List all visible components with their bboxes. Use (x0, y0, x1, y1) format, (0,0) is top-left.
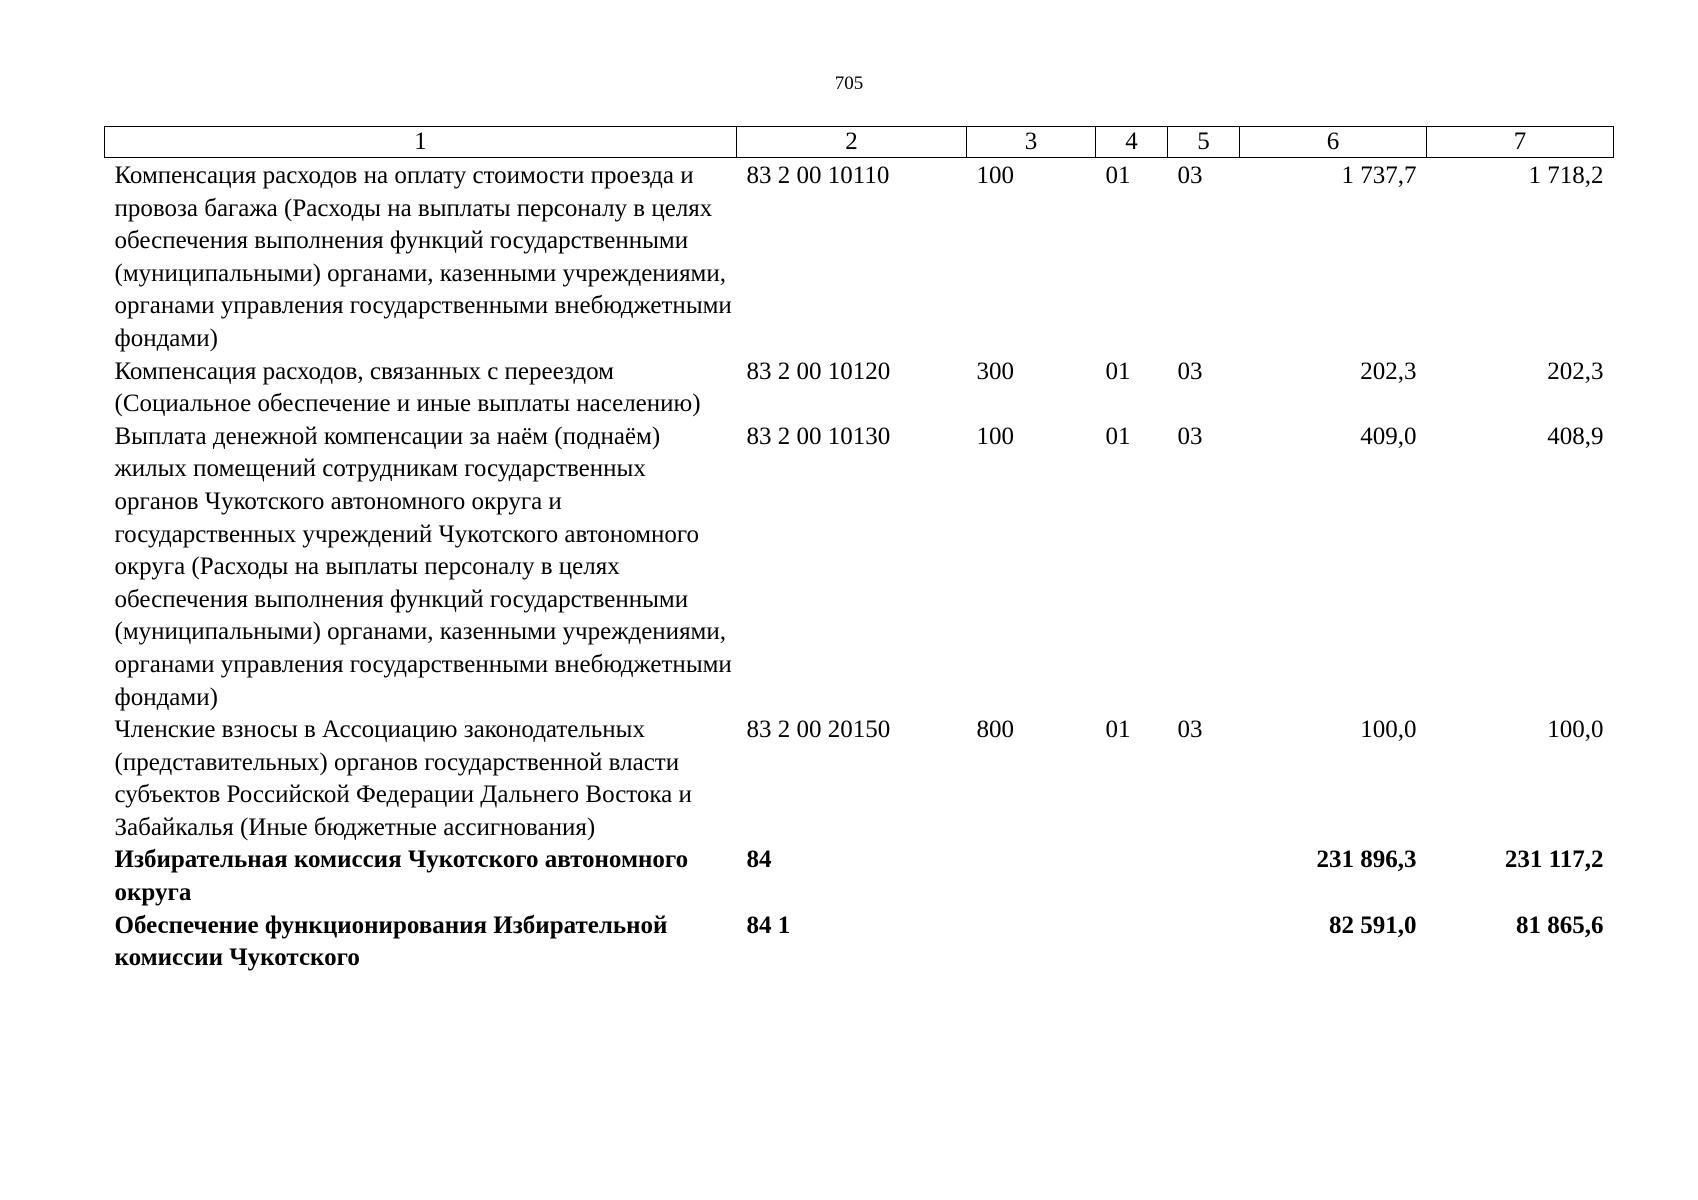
row-plan-amount: 202,3 (1360, 357, 1417, 385)
header-row (105, 127, 1614, 158)
row-name: Избирательная комиссия Чукотского автономного округа (114, 846, 689, 907)
row-name: Компенсация расходов на оплату стоимости проезда и провоза багажа (Расходы на выплаты персоналу в целях обеспечения выполнения функций государственными (муниципальными) органами, казенными учреждениями, органами управления государственными внебюджетными фондами) (114, 162, 732, 352)
row-target-article: 84 (746, 846, 772, 874)
row-expense-type: 300 (976, 357, 1014, 385)
table-body (105, 158, 1614, 975)
row-name: Выплата денежной компенсации за наём (поднаём) жилых помещений сотрудникам государственных органов Чукотского автономного округа и государственных учреждений Чукотского автономного округа (Расходы на выплаты персоналу в целях обеспечения выполнения функций государственными (муниципальными) органами, казенными учреждениями, органами управления государственными внебюджетными фондами) (114, 422, 732, 711)
row-actual-amount: 408,9 (1547, 422, 1604, 450)
column-header-4: 4 (1096, 127, 1168, 158)
column-header-1: 1 (105, 127, 737, 158)
row-target-article: 83 2 00 20150 (746, 716, 891, 744)
row-expense-type (967, 844, 1096, 909)
row-actual-amount: 100,0 (1547, 716, 1604, 744)
row-expense-type: 100 (976, 422, 1014, 450)
column-header-5: 5 (1168, 127, 1240, 158)
row-plan-amount: 231 896,3 (1316, 846, 1417, 874)
row-section: 01 (1105, 716, 1131, 744)
row-section: 01 (1105, 162, 1131, 189)
column-header-2: 2 (737, 127, 967, 158)
row-subsection: 03 (1177, 422, 1203, 450)
table-row (105, 158, 1614, 356)
row-subsection: 03 (1177, 716, 1203, 744)
column-header-6: 6 (1240, 127, 1427, 158)
row-subsection (1168, 910, 1240, 975)
row-plan-amount: 409,0 (1360, 422, 1417, 450)
row-expense-type: 100 (976, 162, 1014, 189)
row-actual-amount: 202,3 (1547, 357, 1604, 385)
row-actual-amount: 1 718,2 (1528, 162, 1604, 189)
row-name: Обеспечение функционирования Избирательной комиссии Чукотского (114, 911, 668, 972)
row-subsection (1168, 844, 1240, 909)
row-section (1096, 910, 1168, 975)
page-number: 705 (834, 73, 864, 94)
table-row (105, 421, 1614, 714)
row-expense-type (967, 910, 1096, 975)
row-name: Компенсация расходов, связанных с переездом (Социальное обеспечение и иные выплаты населению) (114, 357, 701, 418)
row-subsection: 03 (1177, 162, 1203, 189)
row-plan-amount: 82 591,0 (1329, 911, 1417, 939)
row-expense-type: 800 (976, 716, 1014, 744)
table-header (105, 127, 1614, 158)
table-row-bold (105, 910, 1614, 975)
row-name: Членские взносы в Ассоциацию законодательных (представительных) органов государственной власти субъектов Российской Федерации Дальнего Востока и Забайкалья (Иные бюджетные ассигнования) (114, 716, 692, 841)
column-header-3: 3 (967, 127, 1096, 158)
row-section (1096, 844, 1168, 909)
row-section: 01 (1105, 357, 1131, 385)
table-row (105, 356, 1614, 421)
row-target-article: 84 1 (746, 911, 791, 939)
row-target-article: 83 2 00 10130 (746, 422, 891, 450)
row-plan-amount: 100,0 (1360, 716, 1417, 744)
budget-table (104, 126, 1614, 975)
row-target-article: 83 2 00 10120 (746, 357, 891, 385)
table-row (105, 714, 1614, 844)
row-plan-amount: 1 737,7 (1341, 162, 1417, 189)
row-actual-amount: 231 117,2 (1504, 846, 1604, 874)
column-header-7: 7 (1427, 127, 1614, 158)
row-section: 01 (1105, 422, 1131, 450)
row-actual-amount: 81 865,6 (1516, 911, 1604, 939)
row-target-article: 83 2 00 10110 (746, 162, 890, 189)
table-row-bold (105, 844, 1614, 909)
row-subsection: 03 (1177, 357, 1203, 385)
